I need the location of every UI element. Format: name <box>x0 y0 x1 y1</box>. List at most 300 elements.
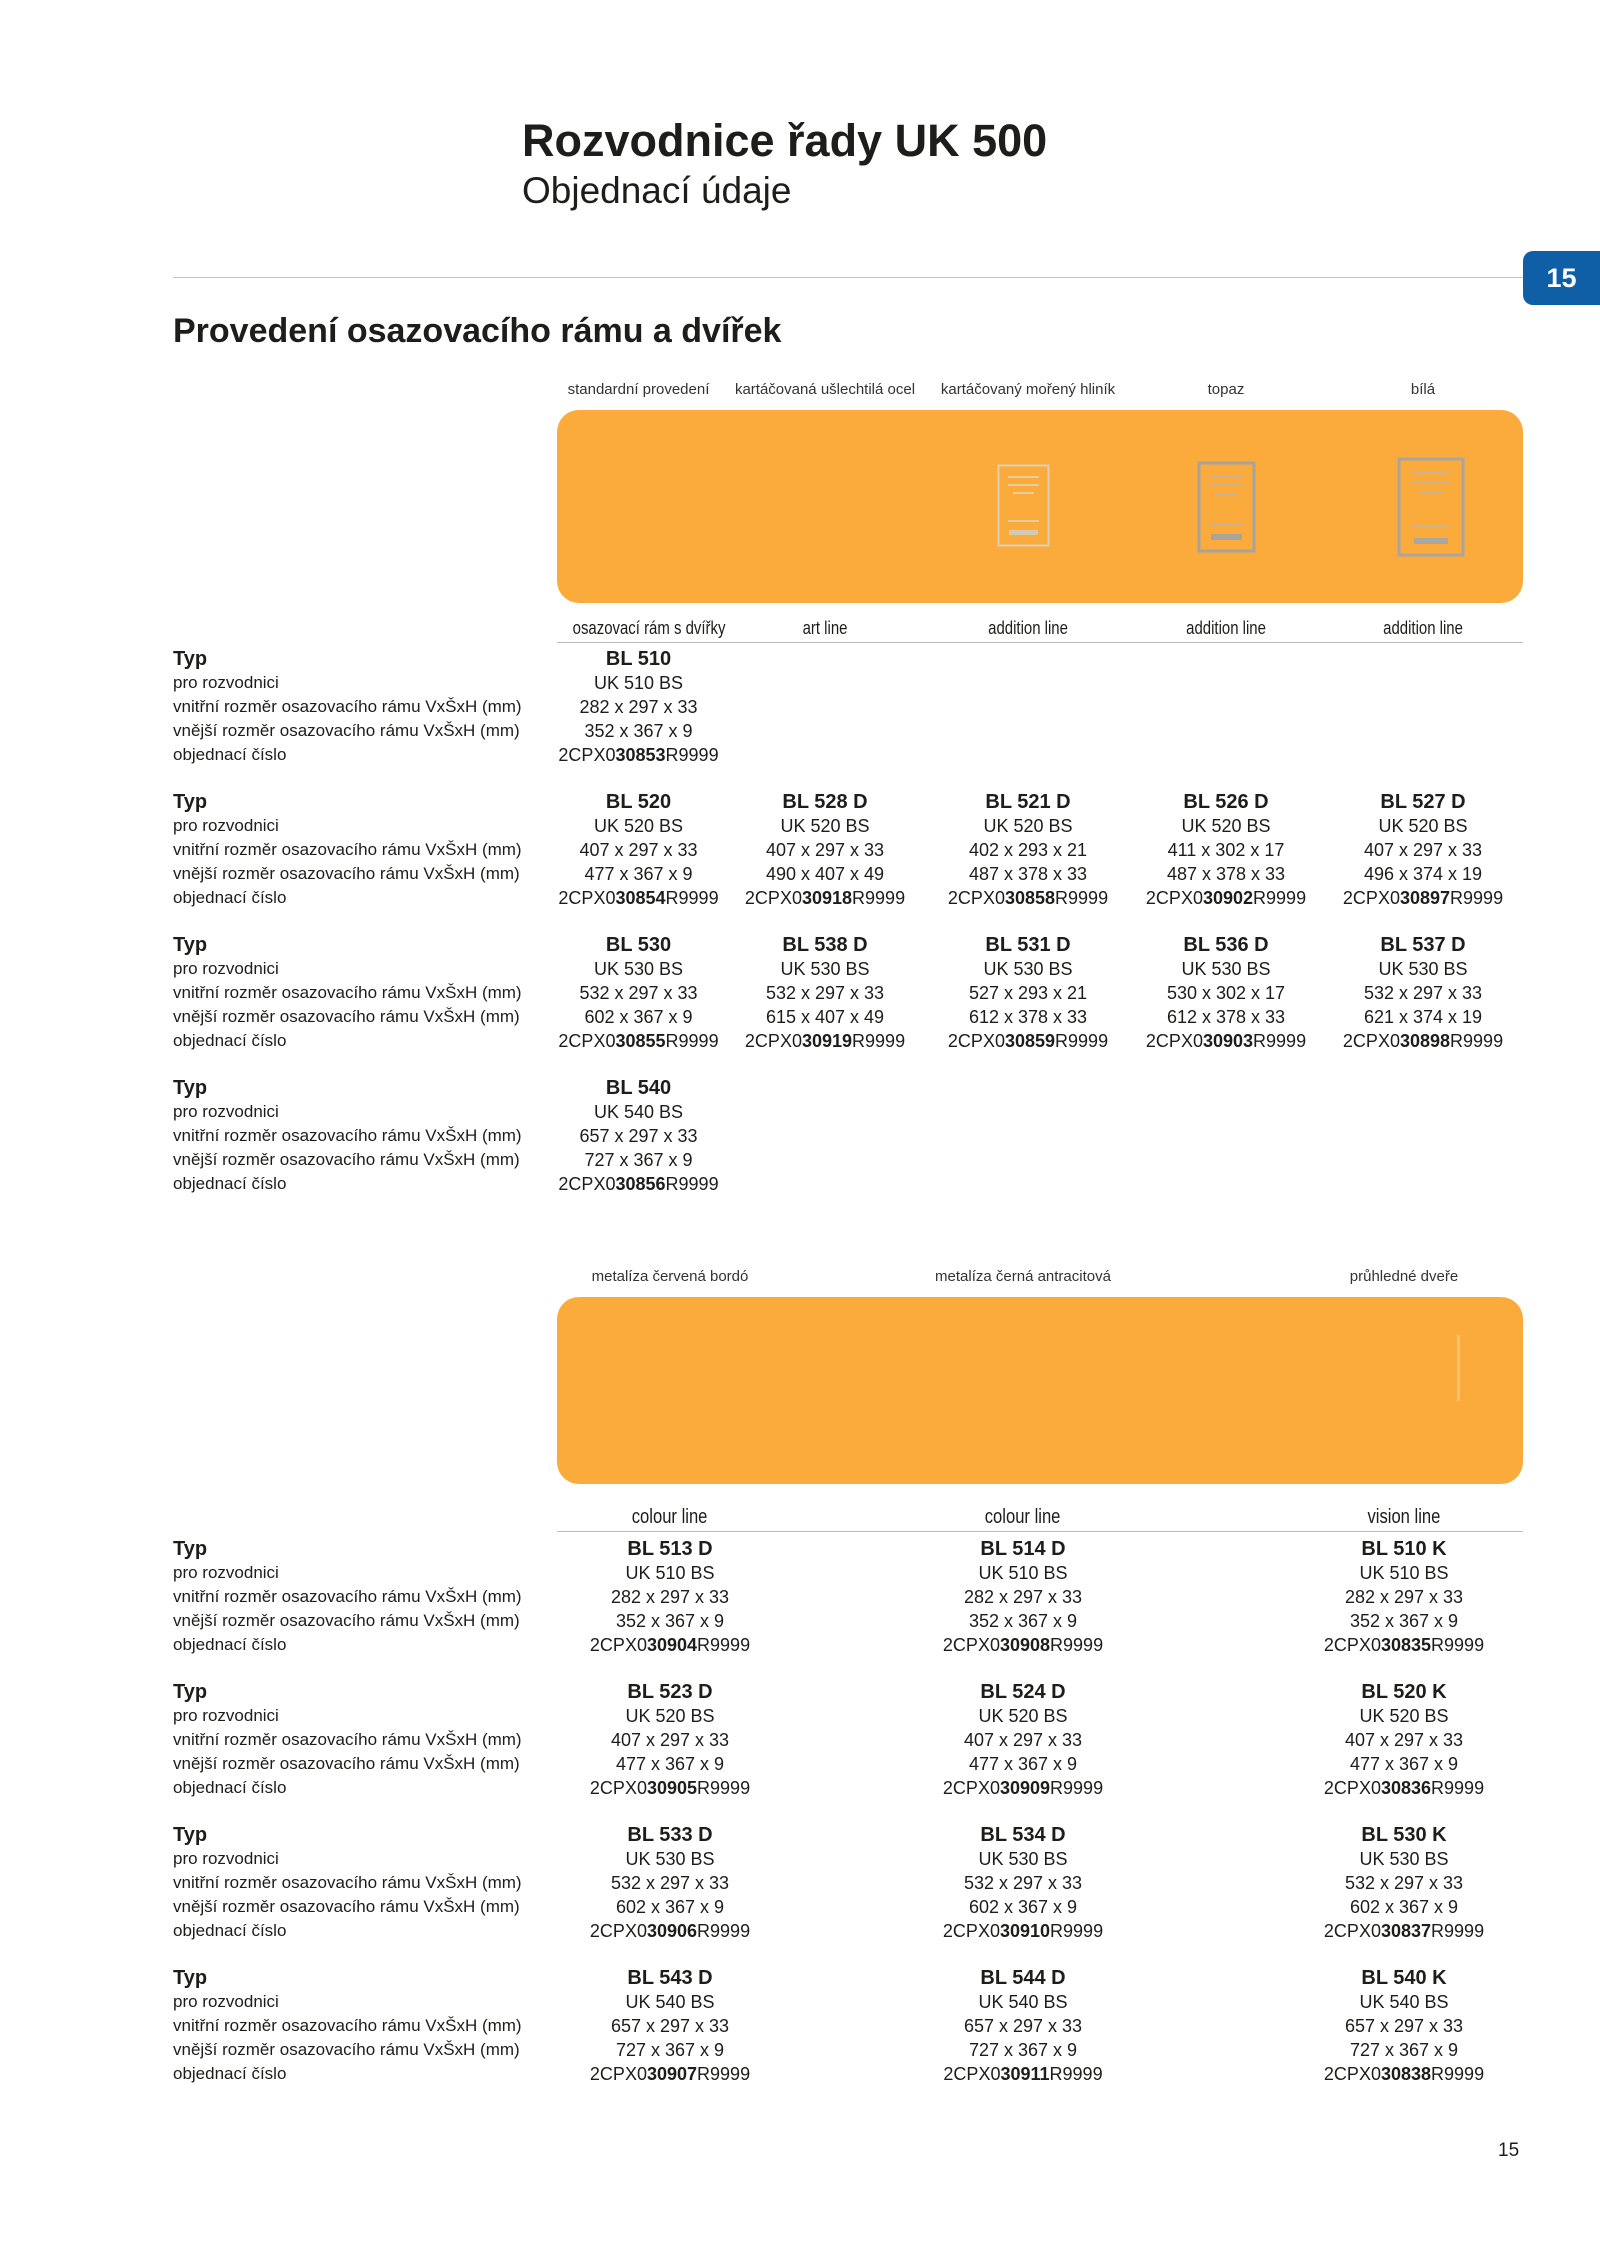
order-number <box>783 2062 1263 2086</box>
order-number-suffix: R9999 <box>1450 888 1504 908</box>
order-number <box>1263 2062 1545 2086</box>
order-number <box>557 886 720 910</box>
order-number-prefix: 2CPX0 <box>744 1031 802 1051</box>
order-number-key: 30836 <box>1380 1778 1432 1798</box>
inner-dimensions: 282 x 297 x 33 <box>963 1587 1083 1607</box>
order-number-suffix: R9999 <box>665 745 719 765</box>
distribution-board: UK 540 BS <box>593 1102 684 1122</box>
product-type: BL 530 <box>605 934 672 956</box>
order-number <box>557 743 720 767</box>
row-label-outer-size: vnější rozměr osazovacího rámu VxŠxH (mm) <box>173 1007 520 1026</box>
product-line-text: addition line <box>988 618 1068 638</box>
row-label-order-number: objednací číslo <box>173 888 287 907</box>
distribution-board: UK 530 BS <box>1181 959 1271 979</box>
product-type: BL 530 K <box>1361 1824 1447 1846</box>
door-image-white <box>1397 457 1465 557</box>
empty-cell <box>1326 671 1520 695</box>
order-number-prefix: 2CPX0 <box>942 1635 1000 1655</box>
order-number-key: 30906 <box>646 1921 698 1941</box>
order-number-prefix: 2CPX0 <box>947 1031 1005 1051</box>
product-type: BL 527 D <box>1380 791 1466 813</box>
row-label-for-board: pro rozvodnici <box>173 673 279 692</box>
product-line-row <box>557 616 1523 643</box>
outer-dimensions: 490 x 407 x 49 <box>765 864 885 884</box>
empty-cell <box>720 1100 930 1124</box>
product-block <box>173 1823 1545 1943</box>
row-label-inner-size: vnitřní rozměr osazovacího rámu VxŠxH (mm) <box>173 840 522 859</box>
order-number-prefix: 2CPX0 <box>1145 888 1203 908</box>
distribution-board: UK 510 BS <box>978 1563 1068 1583</box>
order-number-suffix: R9999 <box>665 1031 719 1051</box>
product-type: BL 533 D <box>627 1824 713 1846</box>
empty-cell <box>930 671 1126 695</box>
order-number-prefix: 2CPX0 <box>558 888 616 908</box>
order-number-suffix: R9999 <box>1050 1921 1104 1941</box>
distribution-board: UK 520 BS <box>593 816 684 836</box>
finish-label: metalíza červená bordó <box>591 1268 749 1285</box>
order-number-key: 30897 <box>1399 888 1451 908</box>
distribution-board: UK 530 BS <box>1359 1849 1449 1869</box>
product-block <box>173 933 1520 1053</box>
outer-dimensions: 612 x 378 x 33 <box>1166 1007 1286 1027</box>
outer-dimensions: 477 x 367 x 9 <box>968 1754 1078 1774</box>
outer-dimensions: 496 x 374 x 19 <box>1363 864 1483 884</box>
empty-cell <box>720 695 930 719</box>
header-divider <box>173 277 1523 278</box>
row-label-type: Typ <box>173 934 208 956</box>
order-number-prefix: 2CPX0 <box>942 1778 1000 1798</box>
empty-cell <box>1126 743 1326 767</box>
product-line-text: vision line <box>1367 1506 1441 1528</box>
order-number <box>1263 1919 1545 1943</box>
outer-dimensions: 727 x 367 x 9 <box>1349 2040 1459 2060</box>
empty-cell <box>1126 1172 1326 1196</box>
order-number-suffix: R9999 <box>1431 1635 1485 1655</box>
product-type: BL 536 D <box>1183 934 1269 956</box>
order-number-suffix: R9999 <box>852 888 906 908</box>
order-number-prefix: 2CPX0 <box>558 1174 616 1194</box>
order-number-prefix: 2CPX0 <box>589 1635 647 1655</box>
empty-cell <box>1126 695 1326 719</box>
inner-dimensions: 282 x 297 x 33 <box>579 697 698 717</box>
order-number-suffix: R9999 <box>852 1031 906 1051</box>
outer-dimensions: 477 x 367 x 9 <box>584 864 693 884</box>
order-number-key: 30838 <box>1380 2064 1432 2084</box>
row-label-outer-size: vnější rozměr osazovacího rámu VxŠxH (mm) <box>173 1754 520 1773</box>
door-image-aluminium <box>997 464 1050 547</box>
empty-cell <box>930 1148 1126 1172</box>
order-number <box>1126 886 1326 910</box>
row-label-for-board: pro rozvodnici <box>173 816 279 835</box>
distribution-board: UK 520 BS <box>1359 1706 1449 1726</box>
product-type: BL 526 D <box>1183 791 1269 813</box>
product-type: BL 520 K <box>1361 1681 1447 1703</box>
product-line-text: addition line <box>1383 618 1463 638</box>
inner-dimensions: 407 x 297 x 33 <box>610 1730 730 1750</box>
order-number-prefix: 2CPX0 <box>942 1921 1000 1941</box>
row-label-order-number: objednací číslo <box>173 1635 287 1654</box>
order-number-prefix: 2CPX0 <box>589 1778 647 1798</box>
order-number <box>720 1029 930 1053</box>
distribution-board: UK 530 BS <box>780 959 870 979</box>
row-label-outer-size: vnější rozměr osazovacího rámu VxŠxH (mm) <box>173 1611 520 1630</box>
order-number <box>1263 1776 1545 1800</box>
order-number-suffix: R9999 <box>1050 1778 1104 1798</box>
distribution-board: UK 530 BS <box>983 959 1073 979</box>
order-number-suffix: R9999 <box>1431 1778 1485 1798</box>
inner-dimensions: 532 x 297 x 33 <box>579 983 698 1003</box>
empty-cell <box>1326 743 1520 767</box>
distribution-board: UK 530 BS <box>593 959 684 979</box>
product-line-label <box>557 616 726 642</box>
outer-dimensions: 602 x 367 x 9 <box>968 1897 1078 1917</box>
product-image-area <box>557 410 1523 603</box>
door-image-transparent <box>1457 1335 1460 1401</box>
product-type: BL 534 D <box>980 1824 1066 1846</box>
inner-dimensions: 411 x 302 x 17 <box>1167 840 1285 860</box>
finish-label: kartáčovaná ušlechtilá ocel <box>734 381 916 398</box>
order-number-prefix: 2CPX0 <box>1342 1031 1400 1051</box>
product-image-area <box>557 1297 1523 1484</box>
inner-dimensions: 407 x 297 x 33 <box>765 840 885 860</box>
order-number <box>1326 886 1520 910</box>
distribution-board: UK 530 BS <box>978 1849 1068 1869</box>
order-number <box>557 2062 783 2086</box>
product-type: BL 528 D <box>782 791 868 813</box>
inner-dimensions: 407 x 297 x 33 <box>1363 840 1483 860</box>
finish-label: průhledné dveře <box>1349 1268 1459 1285</box>
empty-cell <box>1326 1148 1520 1172</box>
order-number-key: 30903 <box>1202 1031 1254 1051</box>
row-label-inner-size: vnitřní rozměr osazovacího rámu VxŠxH (mm) <box>173 1587 522 1606</box>
product-type: BL 538 D <box>782 934 868 956</box>
chapter-tab[interactable]: 15 <box>1523 251 1600 305</box>
empty-cell <box>720 1172 930 1196</box>
order-number <box>557 1919 783 1943</box>
order-number-prefix: 2CPX0 <box>943 2064 1001 2084</box>
row-label-for-board: pro rozvodnici <box>173 1563 279 1582</box>
row-label-for-board: pro rozvodnici <box>173 959 279 978</box>
product-line-label <box>557 1505 783 1531</box>
product-type: BL 524 D <box>980 1681 1066 1703</box>
empty-cell <box>930 647 1126 671</box>
outer-dimensions: 727 x 367 x 9 <box>968 2040 1078 2060</box>
outer-dimensions: 477 x 367 x 9 <box>615 1754 725 1774</box>
outer-dimensions: 602 x 367 x 9 <box>584 1007 693 1027</box>
order-number-suffix: R9999 <box>665 888 719 908</box>
finish-label: kartáčovaný mořený hliník <box>940 381 1116 398</box>
order-number-key: 30905 <box>646 1778 698 1798</box>
order-number-prefix: 2CPX0 <box>1145 1031 1203 1051</box>
order-number-suffix: R9999 <box>1055 888 1109 908</box>
order-number-suffix: R9999 <box>1431 1921 1485 1941</box>
order-number <box>720 886 930 910</box>
order-number-suffix: R9999 <box>1253 888 1307 908</box>
inner-dimensions: 657 x 297 x 33 <box>579 1126 698 1146</box>
inner-dimensions: 282 x 297 x 33 <box>1344 1587 1464 1607</box>
order-number-suffix: R9999 <box>697 2064 751 2084</box>
product-line-text: addition line <box>1186 618 1266 638</box>
outer-dimensions: 487 x 378 x 33 <box>1166 864 1286 884</box>
inner-dimensions: 282 x 297 x 33 <box>610 1587 730 1607</box>
product-block <box>173 1966 1545 2086</box>
row-label-order-number: objednací číslo <box>173 1778 287 1797</box>
empty-cell <box>1126 1076 1326 1100</box>
empty-cell <box>720 647 930 671</box>
product-type: BL 543 D <box>627 1967 713 1989</box>
empty-cell <box>1126 671 1326 695</box>
empty-cell <box>1126 647 1326 671</box>
order-table-colour <box>173 1537 1545 2109</box>
inner-dimensions: 527 x 293 x 21 <box>968 983 1088 1003</box>
row-label-type: Typ <box>173 648 208 670</box>
empty-cell <box>1126 1100 1326 1124</box>
order-number-prefix: 2CPX0 <box>589 2064 647 2084</box>
order-number-key: 30859 <box>1004 1031 1056 1051</box>
outer-dimensions: 615 x 407 x 49 <box>765 1007 885 1027</box>
order-number-key: 30911 <box>1000 2064 1050 2084</box>
row-label-inner-size: vnitřní rozměr osazovacího rámu VxŠxH (mm) <box>173 697 522 716</box>
distribution-board: UK 520 BS <box>625 1706 715 1726</box>
product-block <box>173 1680 1545 1800</box>
row-label-inner-size: vnitřní rozměr osazovacího rámu VxŠxH (mm) <box>173 1126 522 1145</box>
product-type: BL 544 D <box>980 1967 1066 1989</box>
door-image-topaz <box>1197 461 1256 553</box>
finish-labels-row <box>557 1267 1545 1287</box>
distribution-board: UK 510 BS <box>593 673 684 693</box>
distribution-board: UK 510 BS <box>1359 1563 1449 1583</box>
product-line-row <box>557 1505 1523 1532</box>
order-number-prefix: 2CPX0 <box>1323 1778 1381 1798</box>
order-number-suffix: R9999 <box>1450 1031 1504 1051</box>
outer-dimensions: 602 x 367 x 9 <box>615 1897 725 1917</box>
row-label-inner-size: vnitřní rozměr osazovacího rámu VxŠxH (mm) <box>173 2016 522 2035</box>
order-number-key: 30898 <box>1399 1031 1451 1051</box>
order-number-key: 30907 <box>646 2064 698 2084</box>
distribution-board: UK 520 BS <box>1378 816 1468 836</box>
outer-dimensions: 612 x 378 x 33 <box>968 1007 1088 1027</box>
inner-dimensions: 530 x 302 x 17 <box>1166 983 1286 1003</box>
row-label-order-number: objednací číslo <box>173 1921 287 1940</box>
distribution-board: UK 540 BS <box>978 1992 1068 2012</box>
product-line-label <box>1126 616 1326 642</box>
empty-cell <box>1326 719 1520 743</box>
order-number-suffix: R9999 <box>665 1174 719 1194</box>
empty-cell <box>1326 1124 1520 1148</box>
distribution-board: UK 520 BS <box>983 816 1073 836</box>
outer-dimensions: 352 x 367 x 9 <box>968 1611 1078 1631</box>
order-number-key: 30902 <box>1202 888 1254 908</box>
order-table-standard <box>173 647 1520 1219</box>
order-number-key: 30910 <box>999 1921 1051 1941</box>
empty-cell <box>930 1100 1126 1124</box>
inner-dimensions: 532 x 297 x 33 <box>765 983 885 1003</box>
empty-cell <box>1326 1100 1520 1124</box>
product-line-text: colour line <box>632 1506 708 1528</box>
inner-dimensions: 402 x 293 x 21 <box>968 840 1088 860</box>
row-label-outer-size: vnější rozměr osazovacího rámu VxŠxH (mm) <box>173 1897 520 1916</box>
row-label-order-number: objednací číslo <box>173 745 287 764</box>
product-type: BL 520 <box>605 791 672 813</box>
empty-cell <box>930 1124 1126 1148</box>
order-number-key: 30855 <box>615 1031 666 1051</box>
row-label-type: Typ <box>173 1538 208 1560</box>
row-label-for-board: pro rozvodnici <box>173 1849 279 1868</box>
order-number-prefix: 2CPX0 <box>558 1031 616 1051</box>
order-number-prefix: 2CPX0 <box>744 888 802 908</box>
distribution-board: UK 540 BS <box>625 1992 715 2012</box>
inner-dimensions: 407 x 297 x 33 <box>963 1730 1083 1750</box>
outer-dimensions: 487 x 378 x 33 <box>968 864 1088 884</box>
product-type: BL 510 <box>605 648 672 670</box>
order-number-key: 30919 <box>801 1031 853 1051</box>
outer-dimensions: 602 x 367 x 9 <box>1349 1897 1459 1917</box>
order-number <box>557 1776 783 1800</box>
empty-cell <box>720 671 930 695</box>
row-label-outer-size: vnější rozměr osazovacího rámu VxŠxH (mm) <box>173 1150 520 1169</box>
order-number <box>557 1029 720 1053</box>
inner-dimensions: 407 x 297 x 33 <box>579 840 698 860</box>
outer-dimensions: 477 x 367 x 9 <box>1349 1754 1459 1774</box>
row-label-for-board: pro rozvodnici <box>173 1102 279 1121</box>
product-line-text: colour line <box>985 1506 1061 1528</box>
product-line-label <box>1263 1505 1545 1531</box>
row-label-type: Typ <box>173 1967 208 1989</box>
empty-cell <box>1326 1172 1520 1196</box>
order-number <box>783 1776 1263 1800</box>
order-number-prefix: 2CPX0 <box>558 745 616 765</box>
product-line-label <box>930 616 1126 642</box>
product-line-label <box>783 1505 1263 1531</box>
empty-cell <box>720 1076 930 1100</box>
outer-dimensions: 352 x 367 x 9 <box>584 721 693 741</box>
inner-dimensions: 532 x 297 x 33 <box>610 1873 730 1893</box>
distribution-board: UK 540 BS <box>1359 1992 1449 2012</box>
empty-cell <box>1326 695 1520 719</box>
order-number <box>1326 1029 1520 1053</box>
product-type: BL 540 K <box>1361 1967 1447 1989</box>
inner-dimensions: 657 x 297 x 33 <box>1344 2016 1464 2036</box>
page-title: Rozvodnice řady UK 500 <box>522 115 1048 166</box>
order-number-suffix: R9999 <box>1253 1031 1307 1051</box>
empty-cell <box>1326 647 1520 671</box>
outer-dimensions: 727 x 367 x 9 <box>584 1150 693 1170</box>
order-number-key: 30835 <box>1380 1635 1432 1655</box>
row-label-type: Typ <box>173 1681 208 1703</box>
product-type: BL 540 <box>605 1077 672 1099</box>
section-heading: Provedení osazovacího rámu a dvířek <box>173 312 782 350</box>
product-block <box>173 790 1520 910</box>
product-block <box>173 647 1520 767</box>
order-number <box>1263 1633 1545 1657</box>
order-number-key: 30837 <box>1380 1921 1432 1941</box>
finish-label: topaz <box>1207 381 1245 398</box>
empty-cell <box>930 743 1126 767</box>
order-number-prefix: 2CPX0 <box>1323 1921 1381 1941</box>
order-number <box>930 886 1126 910</box>
inner-dimensions: 657 x 297 x 33 <box>610 2016 730 2036</box>
order-number-suffix: R9999 <box>697 1778 751 1798</box>
empty-cell <box>720 1124 930 1148</box>
product-type: BL 510 K <box>1361 1538 1447 1560</box>
row-label-type: Typ <box>173 791 208 813</box>
empty-cell <box>930 1076 1126 1100</box>
product-line-text: art line <box>802 618 848 638</box>
empty-cell <box>1126 1124 1326 1148</box>
outer-dimensions: 621 x 374 x 19 <box>1363 1007 1483 1027</box>
product-line-label <box>720 616 930 642</box>
inner-dimensions: 657 x 297 x 33 <box>963 2016 1083 2036</box>
empty-cell <box>720 743 930 767</box>
empty-cell <box>720 719 930 743</box>
order-number-key: 30853 <box>615 745 666 765</box>
finish-labels-row <box>557 380 1520 400</box>
finish-label: bílá <box>1410 381 1436 398</box>
product-line-label <box>1326 616 1520 642</box>
order-number-suffix: R9999 <box>697 1635 751 1655</box>
page-number: 15 <box>1498 2140 1520 2161</box>
empty-cell <box>1326 1076 1520 1100</box>
row-label-type: Typ <box>173 1077 208 1099</box>
order-number <box>557 1172 720 1196</box>
order-number <box>783 1633 1263 1657</box>
order-number-key: 30909 <box>999 1778 1051 1798</box>
order-number-key: 30918 <box>801 888 853 908</box>
row-label-order-number: objednací číslo <box>173 1031 287 1050</box>
distribution-board: UK 510 BS <box>625 1563 715 1583</box>
empty-cell <box>930 1172 1126 1196</box>
row-label-order-number: objednací číslo <box>173 2064 287 2083</box>
order-number-prefix: 2CPX0 <box>947 888 1005 908</box>
order-number <box>930 1029 1126 1053</box>
product-type: BL 514 D <box>980 1538 1066 1560</box>
distribution-board: UK 530 BS <box>1378 959 1468 979</box>
order-number-suffix: R9999 <box>697 1921 751 1941</box>
order-number-key: 30854 <box>615 888 666 908</box>
order-number-suffix: R9999 <box>1049 2064 1103 2084</box>
order-number-suffix: R9999 <box>1055 1031 1109 1051</box>
distribution-board: UK 520 BS <box>978 1706 1068 1726</box>
empty-cell <box>1126 719 1326 743</box>
row-label-inner-size: vnitřní rozměr osazovacího rámu VxŠxH (mm) <box>173 1730 522 1749</box>
order-number <box>1126 1029 1326 1053</box>
order-number-key: 30856 <box>615 1174 666 1194</box>
row-label-outer-size: vnější rozměr osazovacího rámu VxŠxH (mm) <box>173 2040 520 2059</box>
order-number-key: 30904 <box>646 1635 698 1655</box>
empty-cell <box>930 695 1126 719</box>
product-type: BL 513 D <box>627 1538 713 1560</box>
finish-label: metalíza černá antracitová <box>935 1268 1111 1285</box>
order-number-prefix: 2CPX0 <box>589 1921 647 1941</box>
product-type: BL 537 D <box>1380 934 1466 956</box>
product-type: BL 521 D <box>985 791 1071 813</box>
empty-cell <box>930 719 1126 743</box>
inner-dimensions: 532 x 297 x 33 <box>1363 983 1483 1003</box>
product-block <box>173 1537 1545 1657</box>
row-label-for-board: pro rozvodnici <box>173 1992 279 2011</box>
distribution-board: UK 530 BS <box>625 1849 715 1869</box>
product-line-text: osazovací rám s dvířky <box>572 618 726 638</box>
page-subtitle: Objednací údaje <box>522 170 792 211</box>
inner-dimensions: 532 x 297 x 33 <box>963 1873 1083 1893</box>
order-number-suffix: R9999 <box>1431 2064 1485 2084</box>
order-number-prefix: 2CPX0 <box>1323 1635 1381 1655</box>
order-number-suffix: R9999 <box>1050 1635 1104 1655</box>
row-label-for-board: pro rozvodnici <box>173 1706 279 1725</box>
outer-dimensions: 352 x 367 x 9 <box>615 1611 725 1631</box>
finish-label: standardní provedení <box>567 381 710 398</box>
empty-cell <box>1126 1148 1326 1172</box>
